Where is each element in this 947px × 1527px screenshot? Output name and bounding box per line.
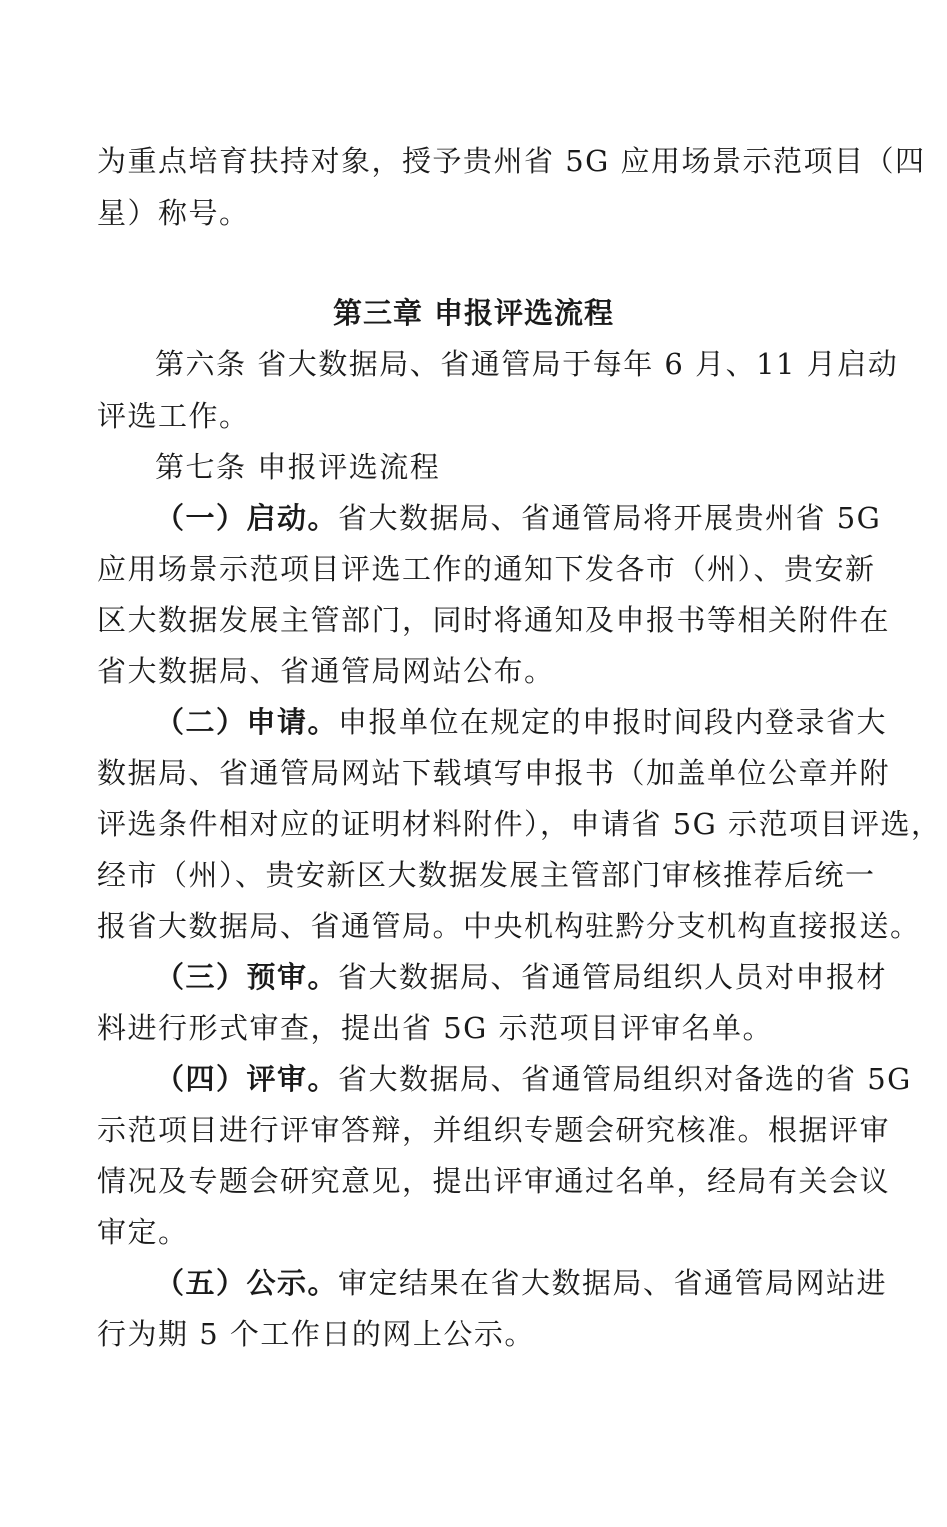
step4-line-3: 情况及专题会研究意见，提出评审通过名单，经局有关会议 — [97, 1164, 891, 1198]
step2-line-5: 报省大数据局、省通管局。中央机构驻黔分支机构直接报送。 — [97, 909, 921, 943]
step1-label: （一）启动。 — [155, 501, 339, 535]
step3-label: （三）预审。 — [155, 960, 339, 994]
step4-line-1-text: 省大数据局、省通管局组织对备选的省 5G — [338, 1062, 912, 1096]
step4-label: （四）评审。 — [155, 1062, 339, 1096]
step1-line-1 — [155, 498, 882, 538]
step5-line-1-text: 审定结果在省大数据局、省通管局网站进 — [338, 1266, 888, 1300]
step4-line-2: 示范项目进行评审答辩，并组织专题会研究核准。根据评审 — [97, 1113, 891, 1147]
article6-line-1: 第六条 省大数据局、省通管局于每年 6 月、11 月启动 — [155, 347, 899, 381]
chapter-title: 第三章 申报评选流程 — [332, 296, 615, 330]
step2-line-1 — [155, 702, 888, 742]
step2-label: （二）申请。 — [155, 705, 339, 739]
step5-line-1 — [155, 1263, 888, 1303]
step1-line-1-text: 省大数据局、省通管局将开展贵州省 5G — [338, 501, 882, 535]
article7-title: 第七条 申报评选流程 — [155, 450, 441, 484]
intro-line-1: 为重点培育扶持对象，授予贵州省 5G 应用场景示范项目（四 — [97, 144, 926, 178]
step1-line-2: 应用场景示范项目评选工作的通知下发各市（州）、贵安新 — [97, 552, 876, 586]
intro-line-2: 星）称号。 — [97, 196, 250, 230]
article6-line-2: 评选工作。 — [97, 399, 250, 433]
step3-line-2: 料进行形式审查，提出省 5G 示范项目评审名单。 — [97, 1011, 774, 1045]
step5-label: （五）公示。 — [155, 1266, 339, 1300]
step5-line-2: 行为期 5 个工作日的网上公示。 — [97, 1317, 535, 1351]
step1-line-3: 区大数据发展主管部门，同时将通知及申报书等相关附件在 — [97, 603, 891, 637]
step2-line-4: 经市（州）、贵安新区大数据发展主管部门审核推荐后统一 — [97, 858, 876, 892]
step4-line-1 — [155, 1059, 912, 1099]
step3-line-1 — [155, 957, 888, 997]
step2-line-3: 评选条件相对应的证明材料附件），申请省 5G 示范项目评选， — [97, 807, 942, 841]
step4-line-4: 审定。 — [97, 1215, 189, 1249]
step1-line-4: 省大数据局、省通管局网站公布。 — [97, 654, 555, 688]
step2-line-1-text: 申报单位在规定的申报时间段内登录省大 — [338, 705, 888, 739]
step2-line-2: 数据局、省通管局网站下载填写申报书（加盖单位公章并附 — [97, 756, 891, 790]
step3-line-1-text: 省大数据局、省通管局组织人员对申报材 — [338, 960, 888, 994]
